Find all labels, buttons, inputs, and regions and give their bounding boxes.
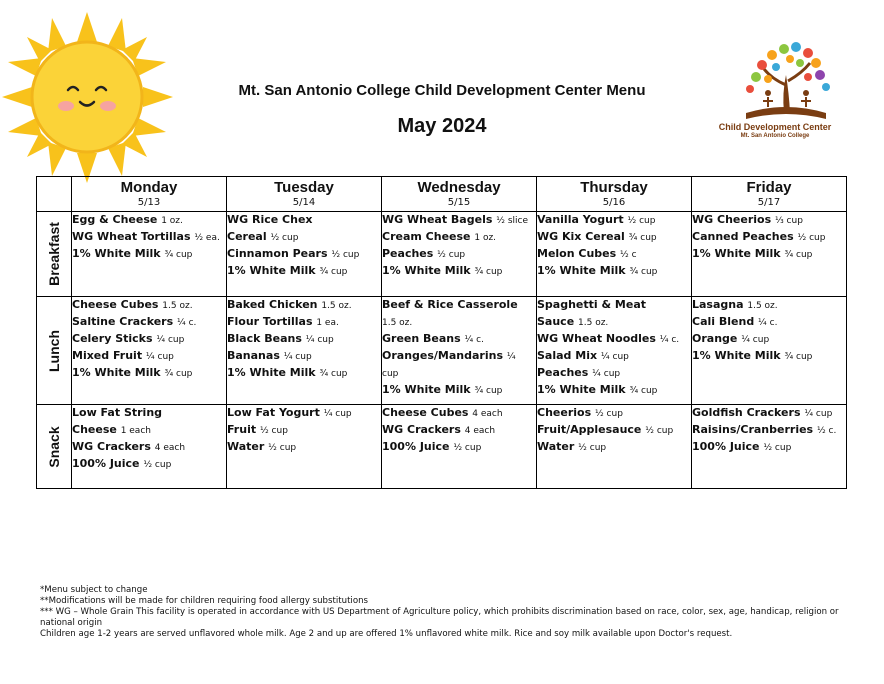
portion: ¾ cup	[164, 250, 193, 260]
food-name: Fruit	[227, 423, 257, 436]
portion: ½ cup	[331, 250, 360, 260]
portion: ¾ cup	[474, 386, 503, 396]
food-name: 1% White Milk	[537, 383, 626, 396]
portion: ¼ c.	[177, 318, 197, 328]
menu-item	[537, 212, 691, 229]
portion: ½ cup	[143, 460, 172, 470]
meal-label-cell	[37, 212, 72, 297]
day-header-wednesday	[382, 177, 537, 212]
portion: 1.5 oz.	[162, 301, 193, 311]
meal-label: Breakfast	[46, 222, 62, 286]
portion: ¼ c.	[758, 318, 778, 328]
menu-item	[382, 212, 536, 229]
menu-item	[72, 405, 226, 422]
portion: ½ cup	[268, 443, 297, 453]
menu-item	[537, 246, 691, 263]
day-name: Friday	[746, 179, 792, 196]
food-name: 100% Juice	[72, 457, 140, 470]
portion: 1.5 oz.	[321, 301, 352, 311]
food-name: Water	[537, 440, 575, 453]
menu-item	[72, 229, 226, 246]
menu-item	[227, 229, 381, 246]
food-name: Cheese Cubes	[72, 298, 159, 311]
food-name: Cheese Cubes	[382, 406, 469, 419]
menu-item	[382, 382, 536, 399]
menu-item	[537, 348, 691, 365]
food-name: WG Wheat Noodles	[537, 332, 656, 345]
menu-item	[537, 229, 691, 246]
portion: ¼ c.	[464, 335, 484, 345]
portion: ¼ cup	[600, 352, 629, 362]
menu-item	[692, 348, 846, 365]
menu-item	[382, 365, 536, 382]
footer-note: Children age 1-2 years are served unflavored whole milk. Age 2 and up are offered 1% unflavored white milk. Rice and soy milk available upon Doctor's request.	[40, 629, 733, 639]
portion: 4 each	[154, 443, 186, 453]
portion: ¾ cup	[629, 386, 658, 396]
food-name: Raisins/Cranberries	[692, 423, 814, 436]
menu-item	[537, 405, 691, 422]
menu-item	[692, 212, 846, 229]
portion: ¾ cup	[784, 352, 813, 362]
menu-item	[72, 365, 226, 382]
day-header-thursday	[537, 177, 692, 212]
menu-item	[227, 246, 381, 263]
day-header-tuesday	[227, 177, 382, 212]
food-name: 1% White Milk	[692, 247, 781, 260]
portion: 1 oz.	[161, 216, 183, 226]
portion: ¼ cup	[145, 352, 174, 362]
portion: ¾ cup	[628, 233, 657, 243]
weekly-menu-table	[36, 176, 847, 489]
portion: ½ ea.	[194, 233, 220, 243]
meal-label-cell	[37, 297, 72, 405]
menu-item	[537, 314, 691, 331]
food-name: 1% White Milk	[537, 264, 626, 277]
portion: ½ cup	[594, 409, 623, 419]
portion: ¾ cup	[319, 369, 348, 379]
menu-item	[227, 331, 381, 348]
day-date: 5/14	[292, 197, 316, 208]
meal-row-snack	[37, 405, 847, 489]
menu-item	[72, 439, 226, 456]
menu-cell	[227, 405, 382, 489]
menu-item	[382, 422, 536, 439]
portion: ½ cup	[270, 233, 299, 243]
page-subtitle: May 2024	[397, 115, 487, 137]
menu-item	[227, 422, 381, 439]
menu-cell	[227, 212, 382, 297]
footer-note: **Modifications will be made for children requiring food allergy substitutions	[40, 596, 369, 606]
page-title: Mt. San Antonio College Child Development Center Menu	[238, 82, 646, 99]
food-name: Melon Cubes	[537, 247, 617, 260]
day-header-friday	[692, 177, 847, 212]
meal-label: Snack	[46, 425, 62, 468]
day-name: Tuesday	[274, 179, 334, 196]
food-name: WG Cheerios	[692, 213, 772, 226]
menu-item	[227, 365, 381, 382]
day-date: 5/16	[602, 197, 626, 208]
portion: ½ cup	[578, 443, 607, 453]
menu-item	[227, 212, 381, 229]
day-date: 5/17	[757, 197, 781, 208]
footer-notes	[40, 585, 850, 640]
menu-item	[382, 331, 536, 348]
menu-cell	[227, 297, 382, 405]
footer-note: *Menu subject to change	[40, 585, 148, 595]
menu-cell	[537, 405, 692, 489]
menu-item	[692, 331, 846, 348]
portion: 4 each	[464, 426, 496, 436]
portion: ½ c.	[816, 426, 837, 436]
menu-item	[72, 212, 226, 229]
menu-item	[227, 297, 381, 314]
day-date: 5/13	[137, 197, 161, 208]
food-name: WG Wheat Tortillas	[72, 230, 191, 243]
menu-item	[72, 246, 226, 263]
menu-item	[537, 331, 691, 348]
menu-item	[537, 297, 691, 314]
food-name: Spaghetti & Meat	[537, 298, 647, 311]
menu-item	[692, 229, 846, 246]
food-name: Beef & Rice Casserole	[382, 298, 518, 311]
menu-item	[227, 439, 381, 456]
menu-item	[72, 422, 226, 439]
menu-cell	[72, 405, 227, 489]
portion: ½ cup	[627, 216, 656, 226]
food-name: Flour Tortillas	[227, 315, 313, 328]
food-name: Green Beans	[382, 332, 461, 345]
menu-item	[537, 263, 691, 280]
menu-cell	[382, 405, 537, 489]
food-name: WG Wheat Bagels	[382, 213, 493, 226]
portion: ½ cup	[437, 250, 466, 260]
portion: ⅓ cup	[774, 216, 803, 226]
food-name: 100% Juice	[692, 440, 760, 453]
food-name: Water	[227, 440, 265, 453]
portion: ¼ cup	[323, 409, 352, 419]
menu-item	[382, 246, 536, 263]
menu-item	[72, 314, 226, 331]
food-name: Salad Mix	[537, 349, 598, 362]
menu-item	[72, 297, 226, 314]
food-name: Peaches	[537, 366, 589, 379]
portion: 4 each	[472, 409, 503, 419]
food-name: WG Crackers	[72, 440, 151, 453]
portion: ½ cup	[645, 426, 674, 436]
portion: ¾ cup	[319, 267, 348, 277]
food-name: WG Crackers	[382, 423, 461, 436]
menu-item	[692, 297, 846, 314]
menu-item	[227, 405, 381, 422]
menu-cell	[692, 297, 847, 405]
food-name: Low Fat Yogurt	[227, 406, 320, 419]
food-name: WG Kix Cereal	[537, 230, 625, 243]
portion: ½ cup	[763, 443, 792, 453]
meal-row-breakfast	[37, 212, 847, 297]
menu-cell	[692, 212, 847, 297]
food-name: Cheese	[72, 423, 117, 436]
portion: 1 oz.	[474, 233, 497, 243]
portion: ½ slice	[496, 216, 528, 226]
portion: ¼	[506, 352, 516, 362]
portion: 1.5 oz.	[747, 301, 778, 311]
food-name: 100% Juice	[382, 440, 450, 453]
food-name: 1% White Milk	[72, 247, 161, 260]
menu-item	[537, 439, 691, 456]
food-name: Cali Blend	[692, 315, 755, 328]
food-name: 1% White Milk	[692, 349, 781, 362]
portion: ¼ cup	[156, 335, 185, 345]
food-name: 1% White Milk	[72, 366, 161, 379]
menu-item	[72, 331, 226, 348]
day-name: Wednesday	[417, 179, 501, 196]
food-name: Bananas	[227, 349, 280, 362]
menu-item	[692, 246, 846, 263]
menu-item	[537, 365, 691, 382]
food-name: Saltine Crackers	[72, 315, 174, 328]
food-name: Celery Sticks	[72, 332, 153, 345]
menu-item	[227, 314, 381, 331]
day-name: Monday	[120, 179, 178, 196]
portion: ¾ cup	[629, 267, 658, 277]
portion: ½ cup	[797, 233, 826, 243]
logo-subtitle: Mt. San Antonio College	[740, 133, 810, 139]
menu-item	[227, 348, 381, 365]
menu-cell	[537, 297, 692, 405]
portion: 1 ea.	[316, 318, 339, 328]
food-name: Sauce	[537, 315, 575, 328]
portion: ¼ c.	[659, 335, 680, 345]
food-name: WG Rice Chex	[227, 213, 313, 226]
menu-item	[72, 348, 226, 365]
food-name: Baked Chicken	[227, 298, 318, 311]
portion: 1 each	[120, 426, 151, 436]
menu-item	[692, 405, 846, 422]
menu-item	[692, 314, 846, 331]
menu-cell	[537, 212, 692, 297]
food-name: Fruit/Applesauce	[537, 423, 642, 436]
portion: ¼ cup	[305, 335, 334, 345]
food-name: Lasagna	[692, 298, 744, 311]
portion: 1.5 oz.	[578, 318, 609, 328]
day-date: 5/15	[447, 197, 471, 208]
menu-item	[382, 439, 536, 456]
food-name: 1% White Milk	[227, 366, 316, 379]
menu-item	[382, 405, 536, 422]
portion: ¾ cup	[784, 250, 813, 260]
menu-item	[382, 229, 536, 246]
menu-item	[537, 382, 691, 399]
header-corner	[37, 177, 72, 212]
food-name: Cereal	[227, 230, 267, 243]
portion: ¾ cup	[474, 267, 503, 277]
menu-item	[692, 439, 846, 456]
food-name: Cheerios	[537, 406, 592, 419]
portion: ¼ cup	[592, 369, 621, 379]
portion: 1.5 oz.	[382, 318, 413, 328]
menu-cell	[382, 297, 537, 405]
portion: ¼ cup	[741, 335, 770, 345]
food-name: Low Fat String	[72, 406, 163, 419]
portion: cup	[382, 369, 399, 379]
menu-cell	[382, 212, 537, 297]
menu-cell	[72, 297, 227, 405]
menu-cell	[692, 405, 847, 489]
portion: ½ cup	[259, 426, 288, 436]
menu-item	[382, 263, 536, 280]
day-header-monday	[72, 177, 227, 212]
food-name: Egg & Cheese	[72, 213, 158, 226]
portion: ¼ cup	[804, 409, 833, 419]
menu-item	[537, 422, 691, 439]
menu-item	[382, 297, 536, 314]
logo-title: Child Development Center	[718, 122, 832, 132]
food-name: Black Beans	[227, 332, 302, 345]
food-name: Cinnamon Pears	[227, 247, 328, 260]
portion: ¼ cup	[283, 352, 312, 362]
footer-note: *** WG – Whole Grain This facility is operated in accordance with US Department of Agriculture policy, which prohibits discrimination based on race, color, sex, age, handicap, religion or national origin	[40, 607, 839, 628]
food-name: 1% White Milk	[227, 264, 316, 277]
food-name: Goldfish Crackers	[692, 406, 801, 419]
menu-item	[382, 348, 536, 365]
food-name: Cream Cheese	[382, 230, 471, 243]
meal-label: Lunch	[46, 329, 62, 372]
menu-cell	[72, 212, 227, 297]
food-name: Peaches	[382, 247, 434, 260]
portion: ½ cup	[453, 443, 482, 453]
food-name: 1% White Milk	[382, 383, 471, 396]
food-name: 1% White Milk	[382, 264, 471, 277]
food-name: Vanilla Yogurt	[537, 213, 624, 226]
menu-item	[382, 314, 536, 331]
table-header-row	[37, 177, 847, 212]
menu-item	[692, 422, 846, 439]
portion: ½ c	[620, 250, 637, 260]
day-name: Thursday	[580, 179, 648, 196]
portion: ¾ cup	[164, 369, 193, 379]
food-name: Canned Peaches	[692, 230, 794, 243]
food-name: Oranges/Mandarins	[382, 349, 503, 362]
food-name: Mixed Fruit	[72, 349, 143, 362]
menu-item	[72, 456, 226, 473]
food-name: Orange	[692, 332, 738, 345]
meal-row-lunch	[37, 297, 847, 405]
menu-item	[227, 263, 381, 280]
meal-label-cell	[37, 405, 72, 489]
